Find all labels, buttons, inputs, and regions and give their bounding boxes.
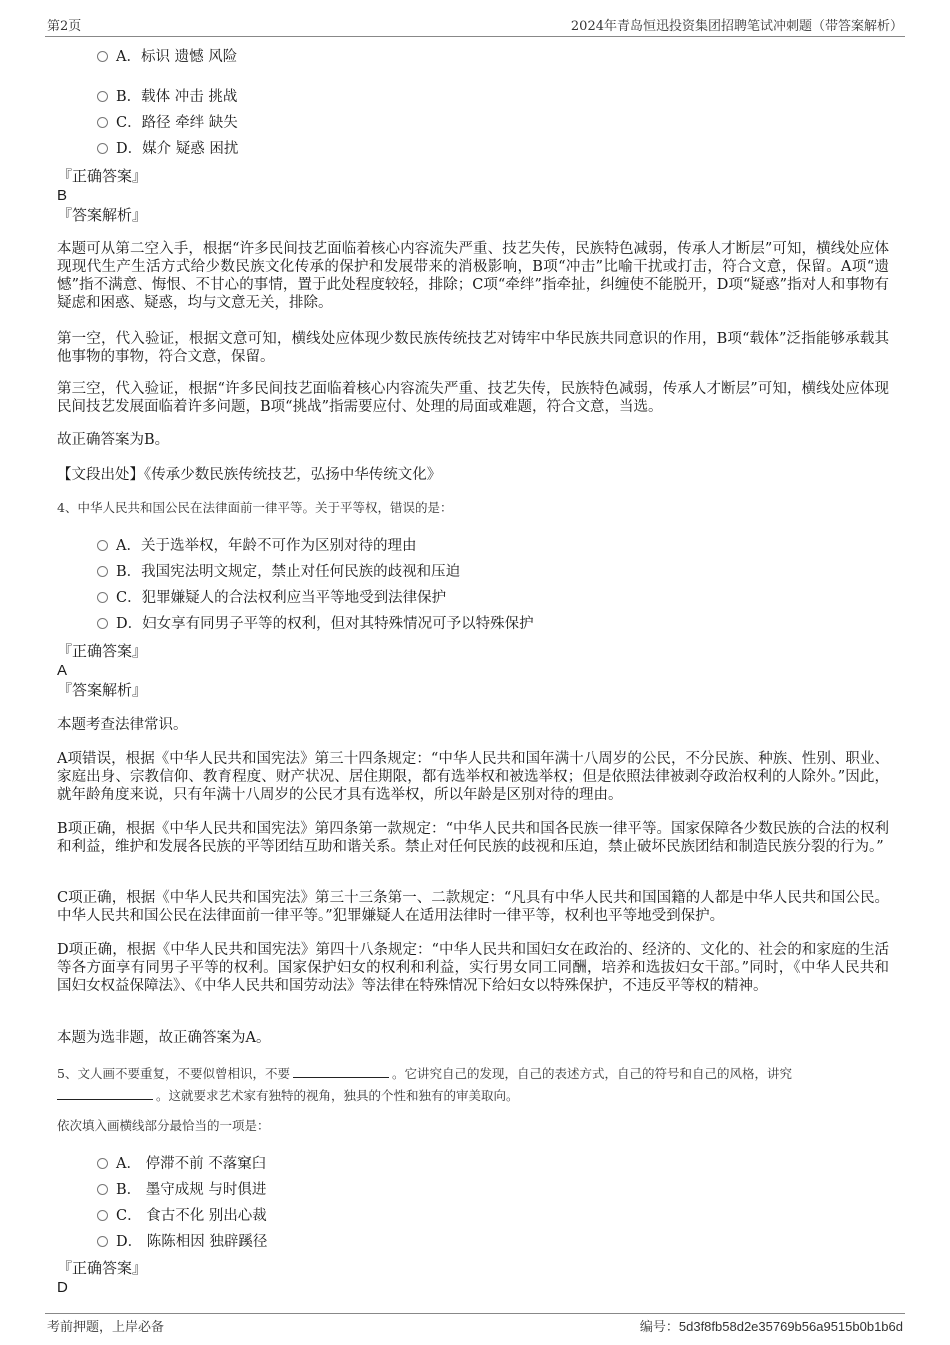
q4-analysis-paragraph: D项正确，根据《中华人民共和国宪法》第四十八条规定：“中华人民共和国妇女在政治的、经济的、文化的、社会的和家庭的生活等各方面享有同男子平等的权利。国家保护妇女的权利和利益，实行男女同工同酬，培养和选拔妇女干部。”同时，《中华人民共和国妇女权益保障法》、《中华人民共和国劳动法》等法律在特殊情况下给妇女以特殊保护，不违反平等权的精神。: [57, 942, 889, 994]
page-header: [45, 14, 905, 37]
radio-icon[interactable]: [97, 143, 108, 154]
fill-blank: [293, 1066, 389, 1078]
radio-icon[interactable]: [97, 1236, 108, 1247]
q5-answer-label: 『正确答案』: [57, 1259, 148, 1277]
q4-analysis-paragraph: B项正确，根据《中华人民共和国宪法》第四条第一款规定：“中华人民共和国各民族一律平等。国家保障各少数民族的合法的权利和利益，维护和发展各民族的平等团结互助和谐关系。禁止对任何民族的歧视和压迫，禁止破坏民族团结和制造民族分裂的行为。”: [57, 821, 889, 855]
q3-option-c[interactable]: C．路径 牵绊 缺失: [97, 113, 238, 133]
q3-analysis-paragraph: 故正确答案为B。: [57, 432, 170, 448]
radio-icon[interactable]: [97, 1184, 108, 1195]
fill-blank: [57, 1088, 153, 1100]
radio-icon[interactable]: [97, 618, 108, 629]
q4-analysis-paragraph: 本题考查法律常识。: [57, 717, 188, 733]
radio-icon[interactable]: [97, 1158, 108, 1169]
q3-analysis-paragraph: 第三空，代入验证，根据“许多民间技艺面临着核心内容流失严重、技艺失传，民族特色减弱，传承人才断层”可知，横线处应体现民间技艺发展面临着许多问题，B项“挑战”指需要应付、处理的局面或难题，符合文意，当选。: [57, 381, 889, 415]
page-footer: [45, 1313, 905, 1336]
q4-option-d[interactable]: D．妇女享有同男子平等的权利，但对其特殊情况可予以特殊保护: [97, 614, 534, 634]
q4-analysis-label: 『答案解析』: [57, 681, 148, 699]
q4-option-b[interactable]: B．我国宪法明文规定，禁止对任何民族的歧视和压迫: [97, 562, 460, 582]
q4-analysis-paragraph: A项错误，根据《中华人民共和国宪法》第三十四条规定：“中华人民共和国年满十八周岁的公民，不分民族、种族、性别、职业、家庭出身、宗教信仰、教育程度、财产状况、居住期限，都有选举权和被选举权；但是依照法律被剥夺政治权利的人除外。”因此，就年龄角度来说，只有年满十八周岁的公民才具有选举权，所以年龄是区别对待的理由。: [57, 751, 889, 803]
q5-prompt: 依次填入画横线部分最恰当的一项是：: [57, 1118, 270, 1133]
document-title: 2024年青岛恒迅投资集团招聘笔试冲刺题（带答案解析）: [570, 19, 903, 34]
q5-question: 5、文人画不要重复，不要似曾相识，不要 。它讲究自己的发现，自己的表述方式，自己的符号和自己的风格，讲究 。这就要求艺术家有独特的视角，独具的个性和独有的审美取向。: [57, 1066, 792, 1103]
footer-slogan: 考前押题，上岸必备: [47, 1320, 165, 1335]
q3-answer-label: 『正确答案』: [57, 167, 148, 185]
q3-analysis-paragraph: 本题可从第二空入手，根据“许多民间技艺面临着核心内容流失严重、技艺失传，民族特色减弱，传承人才断层”可知，横线处应体现现代生产生活方式给少数民族文化传承的保护和发展带来的消极影响，B项“冲击”比喻干扰或打击，符合文意，保留。A项“遗憾”指不满意、悔恨、不甘心的事情，置于此处程度较轻，排除；C项“牵绊”指牵扯，纠缠使不能脱开，D项“疑惑”指对人和事物有疑虑和困惑、疑惑，均与文意无关，排除。: [57, 241, 889, 311]
radio-icon[interactable]: [97, 1210, 108, 1221]
q3-analysis-paragraph: 第一空，代入验证，根据文意可知，横线处应体现少数民族传统技艺对铸牢中华民族共同意识的作用，B项“载体”泛指能够承载其他事物的事物，符合文意，保留。: [57, 331, 889, 365]
q3-option-a[interactable]: A．标识 遗憾 风险: [97, 47, 237, 67]
q4-answer: A: [57, 662, 68, 679]
q4-answer-label: 『正确答案』: [57, 642, 148, 660]
radio-icon[interactable]: [97, 566, 108, 577]
q4-option-c[interactable]: C．犯罪嫌疑人的合法权利应当平等地受到法律保护: [97, 588, 446, 608]
q3-answer: B: [57, 187, 68, 204]
radio-icon[interactable]: [97, 592, 108, 603]
q3-source: 【文段出处】《传承少数民族传统技艺，弘扬中华传统文化》: [57, 467, 442, 483]
radio-icon[interactable]: [97, 91, 108, 102]
document-code: 编号：5d3f8fb58d2e35769b56a9515b0b1b6d: [639, 1319, 903, 1335]
page-number: 第2页: [47, 19, 82, 34]
q4-option-a[interactable]: A．关于选举权，年龄不可作为区别对待的理由: [97, 536, 416, 556]
q5-option-b[interactable]: B． 墨守成规 与时俱进: [97, 1180, 266, 1200]
radio-icon[interactable]: [97, 51, 108, 62]
q4-question: 4、中华人民共和国公民在法律面前一律平等。关于平等权，错误的是：: [57, 500, 453, 515]
q5-option-c[interactable]: C． 食古不化 别出心裁: [97, 1206, 267, 1226]
q4-analysis-paragraph: 本题为选非题，故正确答案为A。: [57, 1030, 271, 1046]
radio-icon[interactable]: [97, 540, 108, 551]
q5-option-a[interactable]: A． 停滞不前 不落窠臼: [97, 1154, 266, 1174]
q5-answer: D: [57, 1279, 68, 1296]
q3-analysis-label: 『答案解析』: [57, 206, 148, 224]
radio-icon[interactable]: [97, 117, 108, 128]
q5-option-d[interactable]: D． 陈陈相因 独辟蹊径: [97, 1232, 267, 1252]
q4-analysis-paragraph: C项正确，根据《中华人民共和国宪法》第三十三条第一、二款规定：“凡具有中华人民共和国国籍的人都是中华人民共和国公民。中华人民共和国公民在法律面前一律平等。”犯罪嫌疑人在适用法律时一律平等，权利也平等地受到保护。: [57, 890, 889, 924]
q3-option-b[interactable]: B．载体 冲击 挑战: [97, 87, 237, 107]
q3-option-d[interactable]: D．媒介 疑惑 困扰: [97, 139, 238, 159]
